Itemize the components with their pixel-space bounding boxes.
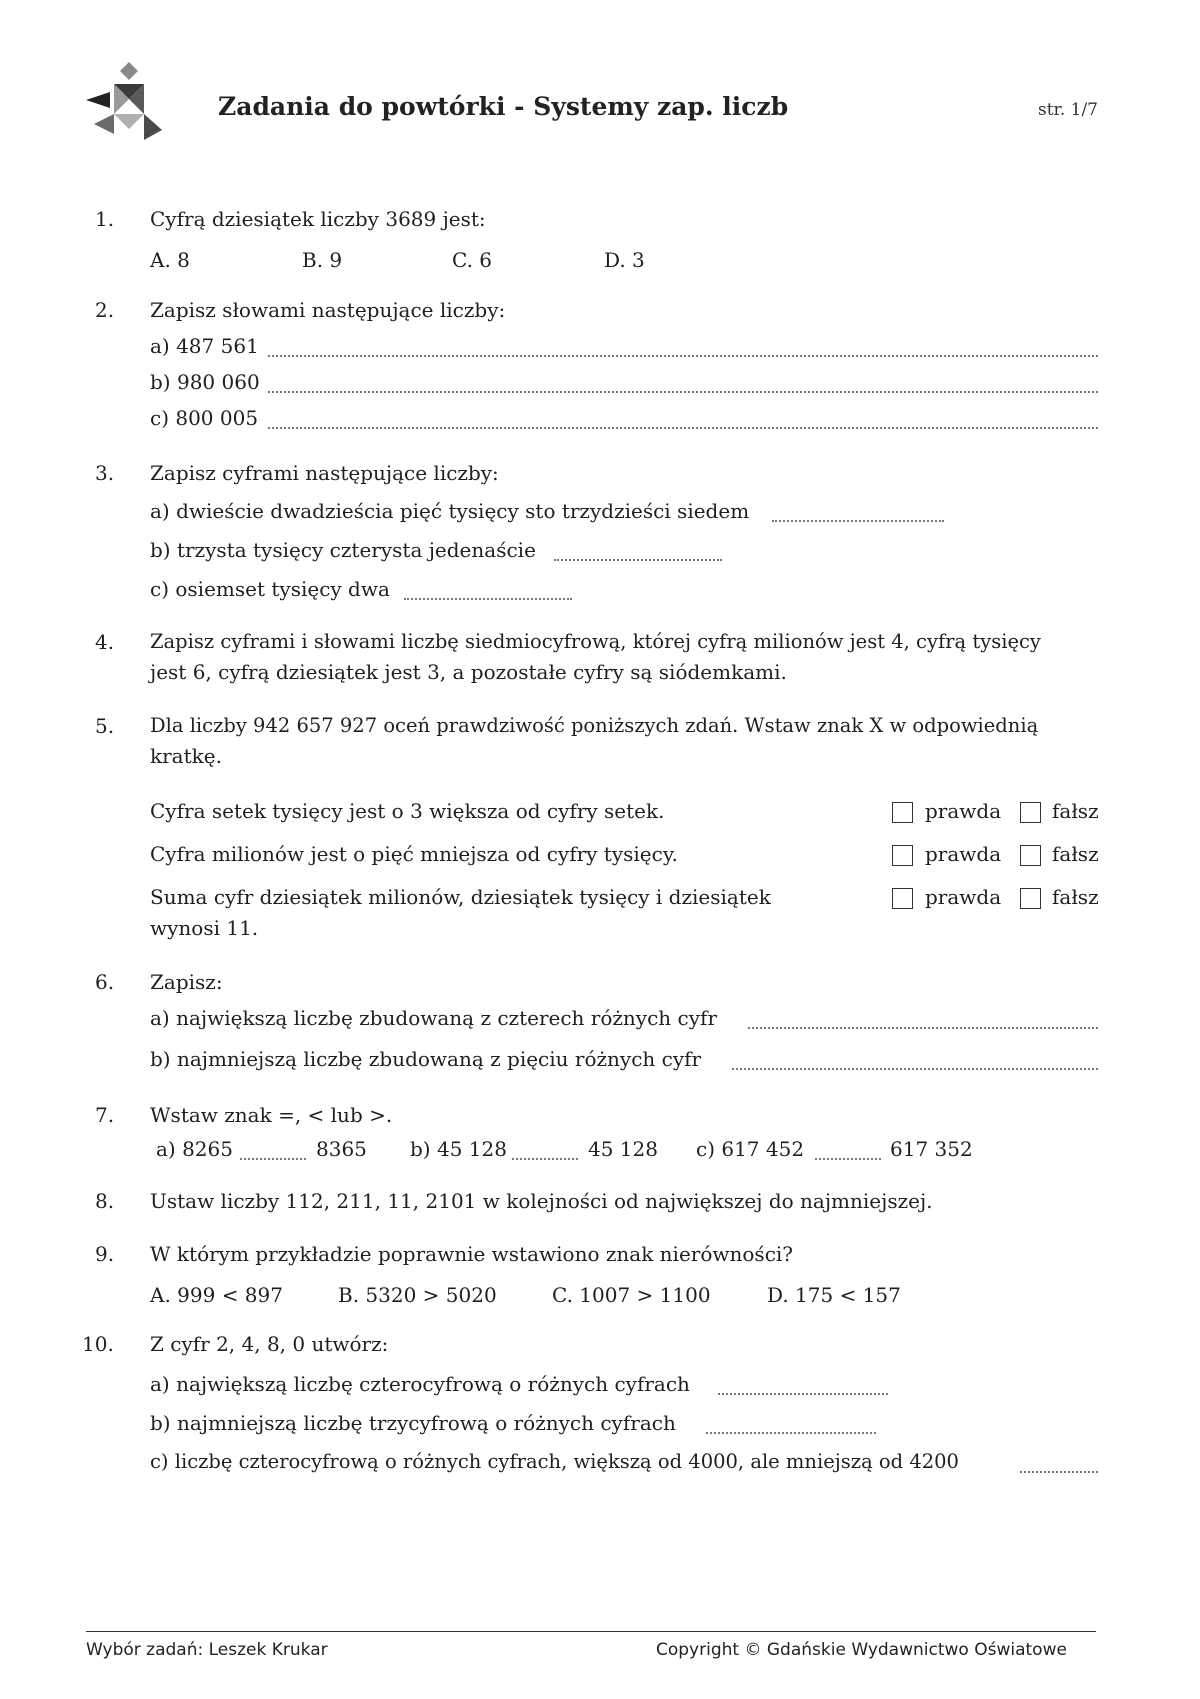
item-label: b) 980 060	[150, 370, 260, 394]
comparison-left: c) 617 452	[696, 1137, 805, 1161]
item-label: b) trzysta tysięcy czterysta jedenaście	[150, 538, 536, 562]
question-text-line-2: kratkę.	[150, 744, 222, 768]
answer-option-b[interactable]: B. 5320 > 5020	[338, 1283, 497, 1307]
answer-option-d[interactable]: D. 3	[604, 248, 645, 272]
answer-line[interactable]	[268, 427, 1098, 429]
statement-1: Cyfra setek tysięcy jest o 3 większa od cyfry setek.	[150, 799, 665, 823]
false-label: fałsz	[1052, 842, 1099, 866]
true-checkbox[interactable]	[892, 802, 913, 823]
answer-option-b[interactable]: B. 9	[302, 248, 343, 272]
question-number: 6.	[95, 970, 115, 994]
comparison-left: b) 45 128	[410, 1137, 507, 1161]
answer-line[interactable]	[718, 1393, 888, 1395]
answer-line[interactable]	[268, 391, 1098, 393]
footer-copyright: Copyright © Gdańskie Wydawnictwo Oświatowe	[656, 1640, 1067, 1660]
false-label: fałsz	[1052, 799, 1099, 823]
question-text-line-2: jest 6, cyfrą dziesiątek jest 3, a pozostałe cyfry są siódemkami.	[150, 660, 787, 684]
question-number: 5.	[95, 714, 115, 738]
statement-3-line-2: wynosi 11.	[150, 916, 259, 940]
item-label: a) największą liczbę czterocyfrową o różnych cyfrach	[150, 1372, 690, 1396]
question-number: 8.	[95, 1189, 115, 1213]
question-number: 10.	[82, 1332, 114, 1356]
question-text-line-1: Dla liczby 942 657 927 oceń prawdziwość poniższych zdań. Wstaw znak X w odpowiednią	[150, 714, 1039, 737]
answer-line[interactable]	[404, 598, 572, 600]
answer-line[interactable]	[732, 1068, 1098, 1070]
page-number: str. 1/7	[1038, 100, 1098, 120]
answer-option-c[interactable]: C. 1007 > 1100	[552, 1283, 711, 1307]
comparison-right: 8365	[316, 1137, 367, 1161]
answer-line[interactable]	[706, 1432, 876, 1434]
true-checkbox[interactable]	[892, 888, 913, 909]
answer-option-a[interactable]: A. 8	[150, 248, 190, 272]
answer-line[interactable]	[772, 520, 944, 522]
true-label: prawda	[925, 842, 1002, 866]
question-number: 7.	[95, 1103, 115, 1127]
footer-author: Wybór zadań: Leszek Krukar	[86, 1640, 328, 1660]
comparison-slot[interactable]	[512, 1158, 578, 1160]
question-text: Z cyfr 2, 4, 8, 0 utwórz:	[150, 1332, 389, 1356]
true-label: prawda	[925, 885, 1002, 909]
question-text: Ustaw liczby 112, 211, 11, 2101 w kolejności od największej do najmniejszej.	[150, 1189, 933, 1213]
answer-option-a[interactable]: A. 999 < 897	[150, 1283, 283, 1307]
comparison-left: a) 8265	[156, 1137, 233, 1161]
question-number: 4.	[95, 630, 115, 654]
item-label: c) liczbę czterocyfrową o różnych cyfrach, większą od 4000, ale mniejszą od 4200	[150, 1450, 959, 1473]
true-label: prawda	[925, 799, 1002, 823]
item-label: c) osiemset tysięcy dwa	[150, 577, 390, 601]
comparison-right: 45 128	[588, 1137, 658, 1161]
false-checkbox[interactable]	[1020, 802, 1041, 823]
answer-line[interactable]	[268, 355, 1098, 357]
false-checkbox[interactable]	[1020, 845, 1041, 866]
answer-line[interactable]	[748, 1027, 1098, 1029]
statement-3: Suma cyfr dziesiątek milionów, dziesiątek tysięcy i dziesiątek	[150, 885, 771, 909]
item-label: a) największą liczbę zbudowaną z czterech różnych cyfr	[150, 1006, 718, 1030]
question-text: Zapisz cyframi następujące liczby:	[150, 461, 499, 485]
question-text: Zapisz słowami następujące liczby:	[150, 298, 506, 322]
question-text-line-1: Zapisz cyframi i słowami liczbę siedmiocyfrową, której cyfrą milionów jest 4, cyfrą tysięcy	[150, 630, 1041, 653]
question-number: 1.	[95, 207, 115, 231]
question-text: Wstaw znak =, < lub >.	[150, 1103, 393, 1127]
question-number: 2.	[95, 298, 115, 322]
question-text: W którym przykładzie poprawnie wstawiono znak nierówności?	[150, 1242, 794, 1266]
question-number: 9.	[95, 1242, 115, 1266]
statement-2: Cyfra milionów jest o pięć mniejsza od cyfry tysięcy.	[150, 842, 678, 866]
item-label: c) 800 005	[150, 406, 259, 430]
false-checkbox[interactable]	[1020, 888, 1041, 909]
item-label: a) 487 561	[150, 334, 259, 358]
answer-line[interactable]	[554, 559, 722, 561]
question-text: Cyfrą dziesiątek liczby 3689 jest:	[150, 207, 486, 231]
comparison-slot[interactable]	[815, 1158, 881, 1160]
answer-option-d[interactable]: D. 175 < 157	[767, 1283, 901, 1307]
publisher-logo-icon	[86, 62, 172, 140]
comparison-right: 617 352	[890, 1137, 973, 1161]
item-label: b) najmniejszą liczbę trzycyfrową o różnych cyfrach	[150, 1411, 676, 1435]
item-label: a) dwieście dwadzieścia pięć tysięcy sto trzydzieści siedem	[150, 499, 750, 523]
question-text: Zapisz:	[150, 970, 223, 994]
comparison-slot[interactable]	[240, 1158, 306, 1160]
true-checkbox[interactable]	[892, 845, 913, 866]
false-label: fałsz	[1052, 885, 1099, 909]
answer-option-c[interactable]: C. 6	[452, 248, 493, 272]
item-label: b) najmniejszą liczbę zbudowaną z pięciu różnych cyfr	[150, 1047, 702, 1071]
question-number: 3.	[95, 461, 115, 485]
footer-divider	[86, 1631, 1096, 1632]
answer-line[interactable]	[1020, 1471, 1098, 1473]
page-title: Zadania do powtórki - Systemy zap. liczb	[218, 92, 789, 121]
